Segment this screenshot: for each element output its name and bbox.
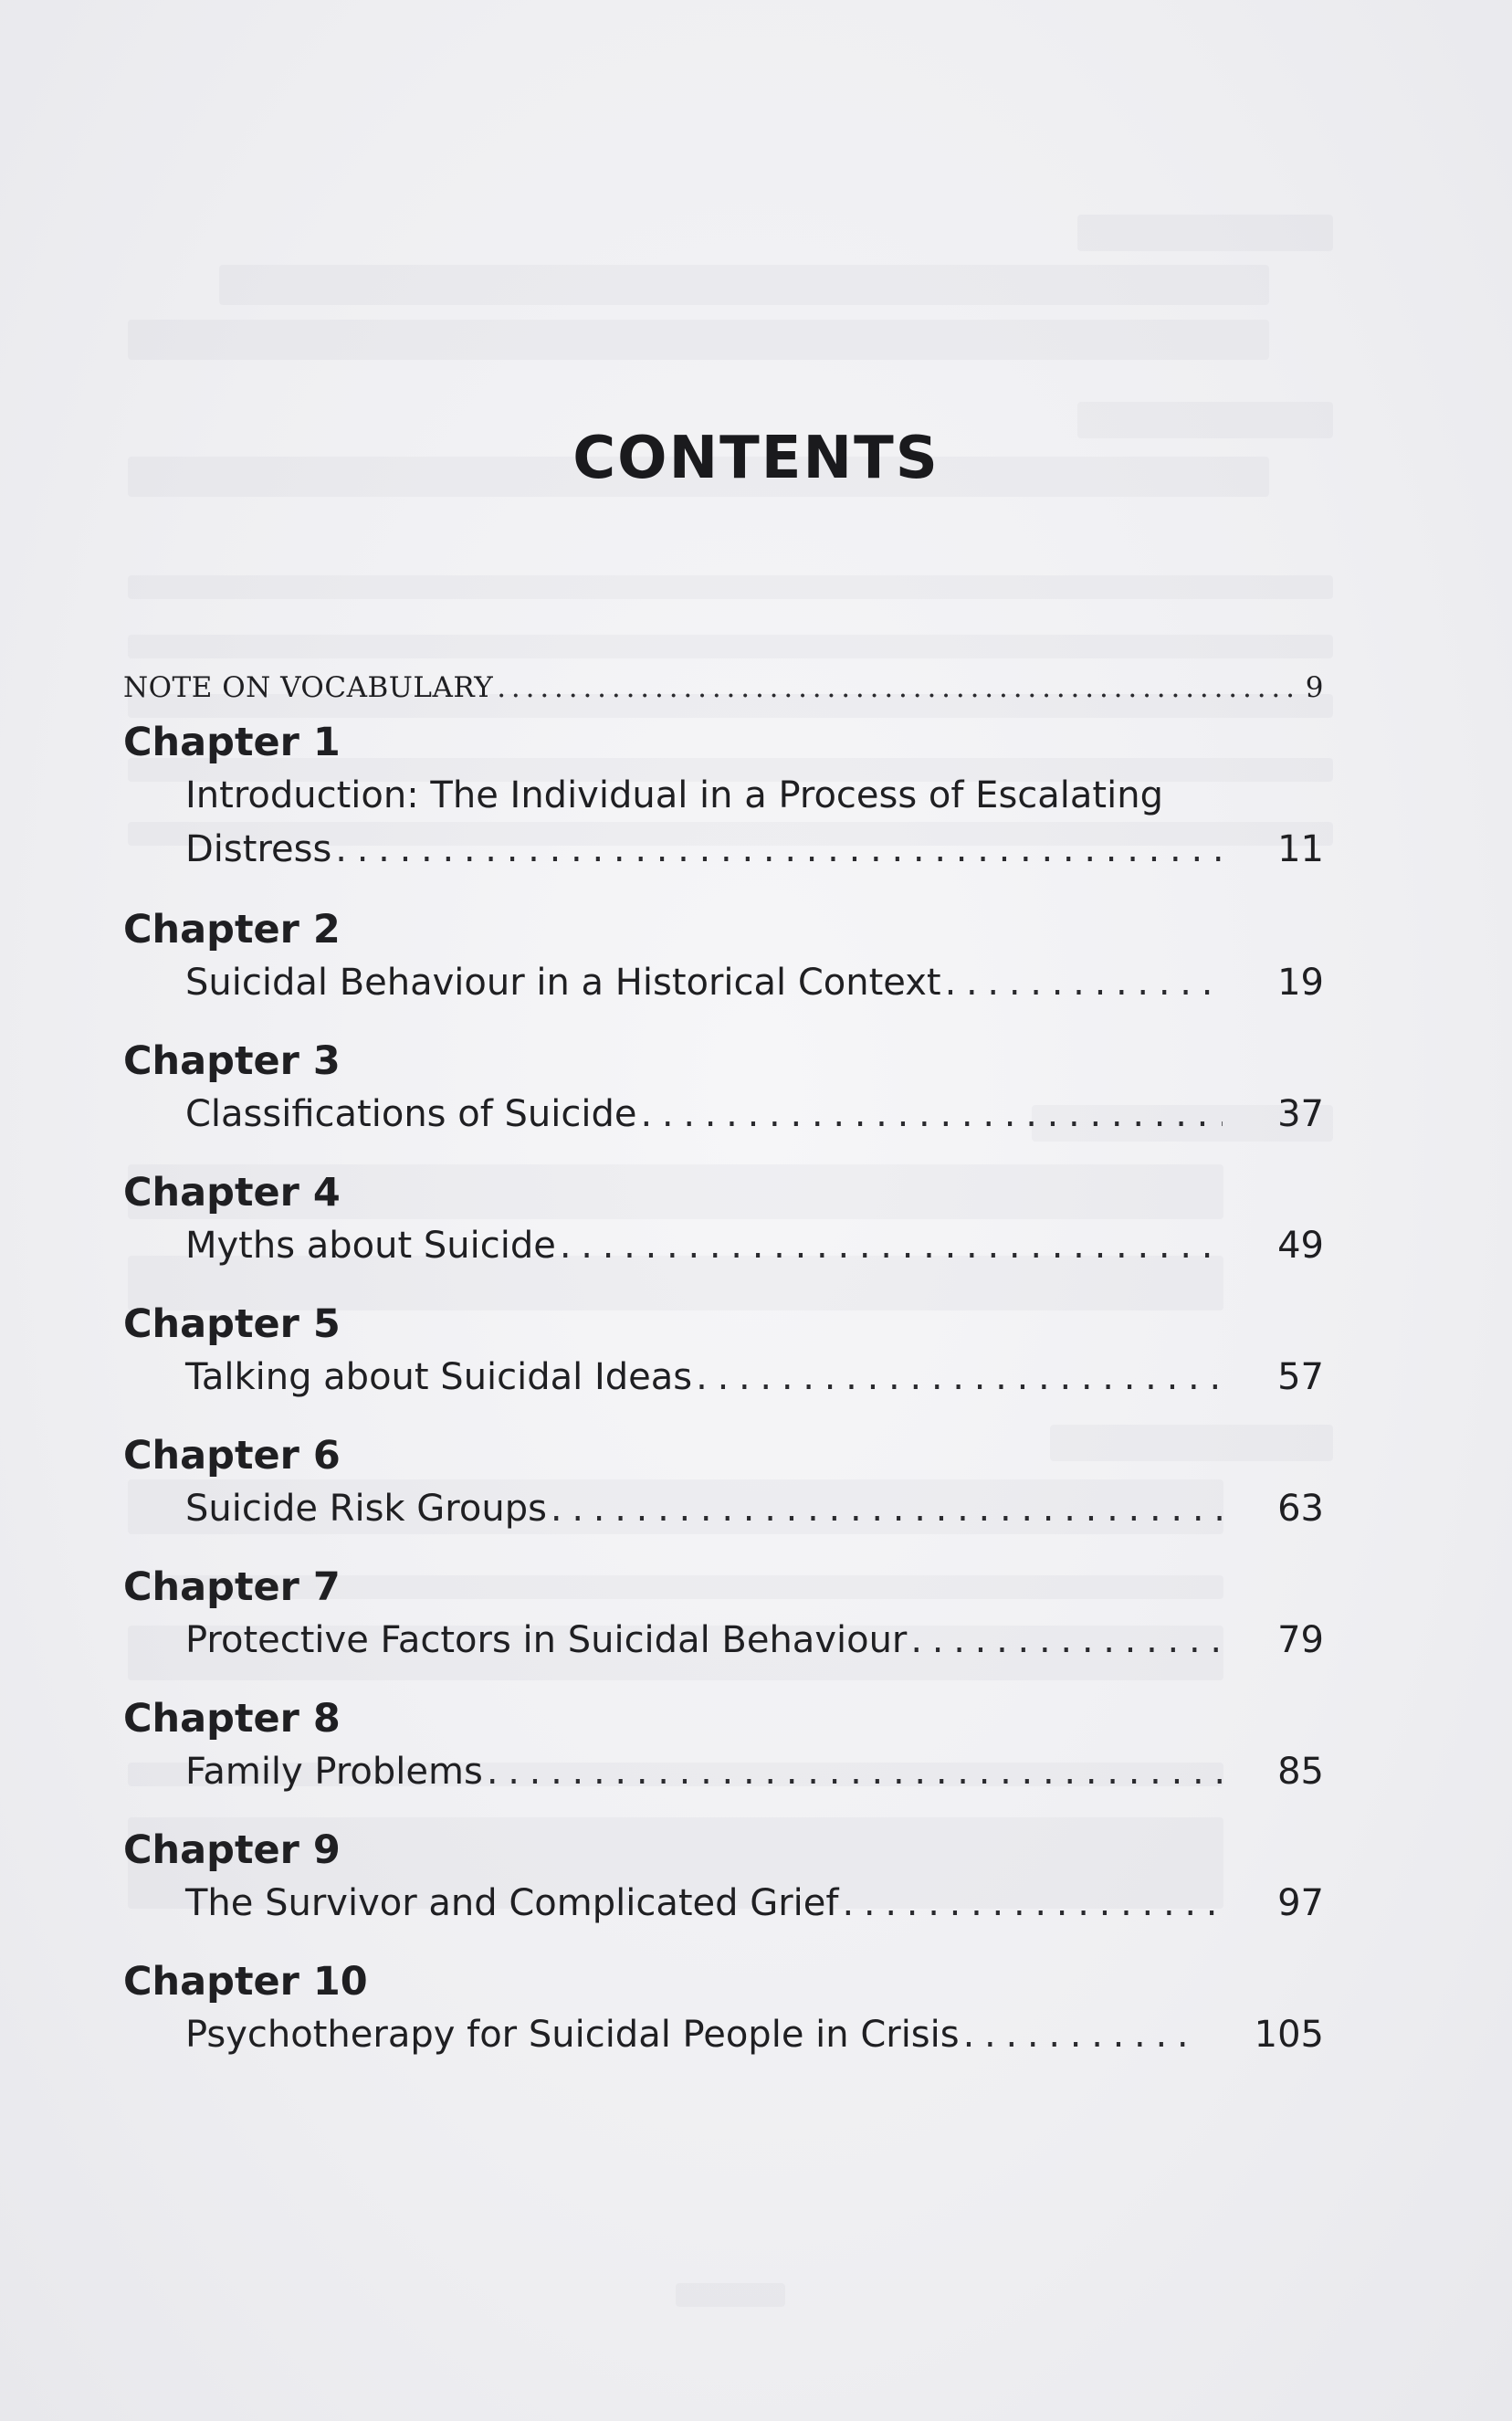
toc-page-number: 85: [1277, 1751, 1324, 1793]
toc-page-number: 63: [1277, 1488, 1324, 1530]
toc-entry-chapter-8[interactable]: [123, 1693, 1324, 1825]
toc-page-number: 49: [1277, 1225, 1324, 1267]
chapter-heading: Chapter 5: [123, 1301, 341, 1347]
dot-leader: [963, 2007, 1200, 2062]
chapter-heading: Chapter 9: [123, 1827, 341, 1873]
toc-entry-vocabulary[interactable]: [123, 671, 1324, 717]
toc-page-number: 79: [1277, 1619, 1324, 1661]
chapter-heading: Chapter 6: [123, 1433, 341, 1479]
toc-entry-label: NOTE ON VOCABULARY: [123, 671, 494, 704]
dot-leader: [560, 1218, 1223, 1273]
chapter-title: Psychotherapy for Suicidal People in Crisis: [185, 2014, 960, 2056]
toc-page-number: 9: [1305, 671, 1324, 704]
dot-leader: [910, 1613, 1223, 1668]
chapter-title: Protective Factors in Suicidal Behaviour: [185, 1619, 908, 1661]
toc-entry-chapter-7[interactable]: [123, 1562, 1324, 1693]
chapter-title: Suicide Risk Groups: [185, 1488, 547, 1530]
page-title: CONTENTS: [572, 425, 940, 492]
table-of-contents: [123, 671, 1324, 2088]
chapter-title-line: Introduction: The Individual in a Process of Escalating: [185, 774, 1163, 816]
dot-leader: [487, 1744, 1223, 1799]
chapter-title: The Survivor and Complicated Grief: [185, 1882, 839, 1924]
toc-page-number: 19: [1277, 962, 1324, 1004]
toc-page-number: 57: [1277, 1356, 1324, 1398]
toc-page-number: 97: [1277, 1882, 1324, 1924]
toc-entry-chapter-4[interactable]: [123, 1167, 1324, 1299]
toc-page-number: 11: [1277, 828, 1324, 870]
toc-entry-chapter-2[interactable]: [123, 904, 1324, 1036]
dot-leader: [843, 1876, 1223, 1931]
chapter-heading: Chapter 1: [123, 720, 341, 765]
dot-leader: [551, 1481, 1223, 1536]
toc-entry-chapter-9[interactable]: [123, 1825, 1324, 1956]
chapter-heading: Chapter 7: [123, 1564, 341, 1610]
dot-leader: [335, 823, 1223, 876]
toc-entry-chapter-3[interactable]: [123, 1036, 1324, 1167]
chapter-heading: Chapter 2: [123, 907, 341, 953]
chapter-title: Talking about Suicidal Ideas: [185, 1356, 693, 1398]
chapter-heading: Chapter 8: [123, 1696, 341, 1742]
chapter-title: Family Problems: [185, 1751, 483, 1793]
dot-leader: [497, 671, 1298, 704]
chapter-heading: Chapter 10: [123, 1959, 368, 2005]
toc-page-number: 105: [1254, 2014, 1324, 2056]
toc-entry-chapter-6[interactable]: [123, 1430, 1324, 1562]
toc-entry-chapter-5[interactable]: [123, 1299, 1324, 1430]
toc-page-number: 37: [1277, 1093, 1324, 1135]
chapter-title: Distress: [185, 828, 332, 870]
chapter-title: Myths about Suicide: [185, 1225, 556, 1267]
toc-entry-chapter-1[interactable]: [123, 717, 1324, 904]
chapter-heading: Chapter 4: [123, 1170, 341, 1216]
chapter-title: Suicidal Behaviour in a Historical Context: [185, 962, 941, 1004]
dot-leader: [640, 1087, 1223, 1142]
chapter-heading: Chapter 3: [123, 1038, 341, 1084]
dot-leader: [696, 1350, 1223, 1405]
toc-entry-chapter-10[interactable]: [123, 1956, 1324, 2088]
chapter-title: Classifications of Suicide: [185, 1093, 637, 1135]
dot-leader: [945, 955, 1223, 1010]
